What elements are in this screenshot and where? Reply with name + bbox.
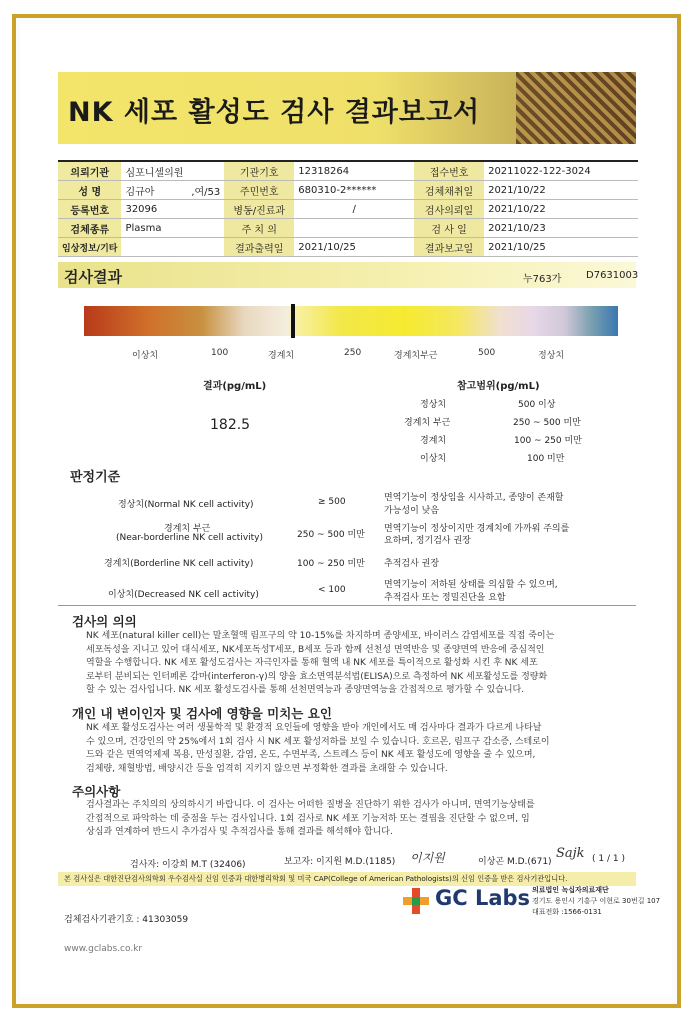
criteria-range: 100 ~ 250 미만: [297, 559, 365, 569]
criteria-desc: 추적검사 또는 정밀진단을 요함: [384, 593, 506, 603]
criteria-desc: 면역기능이 저하된 상태를 의심할 수 있으며,: [384, 580, 558, 590]
director-signoff: 이상곤 M.D.(671): [478, 857, 552, 867]
info-value: Plasma: [121, 219, 224, 238]
criteria-desc: 면역기능이 정상임을 시사하고, 종양이 존재할: [384, 493, 564, 503]
report-title: NK 세포 활성도 검사 결과보고서: [68, 97, 481, 128]
info-label: 검 사 일: [414, 219, 484, 238]
scale-label: 이상치: [132, 351, 159, 361]
info-value: 680310-2******: [294, 181, 414, 200]
criteria-category: 이상치(Decreased NK cell activity): [108, 590, 259, 600]
ref-key: 경계치: [420, 436, 447, 446]
cert-strip: [58, 872, 636, 886]
signature-2: Sajk: [556, 846, 585, 861]
meaning-line: 역할을 수행합니다. NK 세포 활성도검사는 자극인자를 통해 혈액 내 NK 세포를 특이적으로 활성화 시킨 후 NK 세포: [86, 658, 538, 668]
criteria-desc: 추적검사 권장: [384, 559, 440, 569]
info-value: 20211022-122-3024: [484, 161, 638, 181]
info-label: 결과출력일: [224, 238, 294, 257]
info-value: 심포니셀의원: [121, 161, 224, 181]
signature-1: 이지원: [410, 851, 445, 865]
page-number: ( 1 / 1 ): [592, 854, 625, 864]
criteria-desc: 면역기능이 정상이지만 경계치에 가까워 주의를: [384, 524, 570, 534]
criteria-category: (Near-borderline NK cell activity): [116, 533, 264, 543]
logo-text: GC Labs: [435, 886, 531, 910]
reference-label: 참고범위(pg/mL): [457, 381, 540, 392]
info-label: 등록번호: [58, 200, 121, 219]
criteria-category: 정상치(Normal NK cell activity): [118, 500, 254, 510]
meaning-line: NK 세포(natural killer cell)는 말초혈액 림프구의 약 10-15%를 차지하며 종양세포, 바이러스 감염세포를 직접 죽이는: [86, 631, 555, 641]
microscope-image: [516, 72, 636, 144]
title-banner: [58, 72, 636, 144]
info-label: 임상정보/기타: [58, 238, 121, 257]
info-value: 2021/10/22: [484, 200, 638, 219]
variation-paragraph: [86, 722, 626, 776]
info-value: 2021/10/22: [484, 181, 638, 200]
scale-label: 경계치: [268, 351, 295, 361]
criteria-range: ≥ 500: [318, 497, 346, 507]
info-value: 2021/10/25: [484, 238, 638, 257]
results-section-header: [58, 262, 639, 288]
criteria-desc: 요하며, 정기검사 권장: [384, 536, 471, 546]
certification-text: 본 검사실은 대한진단검사의학회 우수검사실 신임 인증과 대한병리학회 및 미국 CAP(College of American Pathologists)의 신임 인증을 받은 검사기관입니다.: [64, 874, 568, 883]
variation-title: 개인 내 변이인자 및 검사에 영향을 미치는 요인: [72, 706, 332, 721]
info-label: 접수번호: [414, 161, 484, 181]
info-label: 검사의뢰일: [414, 200, 484, 219]
variation-line: NK 세포 활성도검사는 여러 생물학적 및 환경적 요인들에 영향을 받아 개인에서도 매 검사마다 결과가 다르게 나타날: [86, 723, 542, 733]
variation-line: 검체량, 채혈방법, 배양시간 등을 엄격히 지키지 않으면 부정확한 결과를 초래할 수 있습니다.: [86, 763, 448, 774]
info-value: 김규아: [121, 181, 172, 200]
website-url[interactable]: www.gclabs.co.kr: [64, 944, 143, 954]
info-value: [121, 238, 224, 257]
meaning-title: 검사의 의의: [72, 614, 137, 629]
gc-cross-icon: [403, 888, 429, 914]
criteria-range: 250 ~ 500 미만: [297, 530, 365, 540]
info-label: 기관기호: [224, 161, 294, 181]
scale-tick: 250: [344, 348, 362, 358]
info-label: 성 명: [58, 181, 121, 200]
criteria-desc: 가능성이 낮음: [384, 506, 440, 516]
info-label: 검체채취일: [414, 181, 484, 200]
scale-tick: 500: [478, 348, 496, 358]
ref-value: 100 ~ 250 미만: [514, 436, 582, 446]
caution-line: 간접적으로 파악하는 데 중점을 두는 검사입니다. 1회 검사로 NK 세포 기능저하 또는 결핍을 진단할 수 없으며, 임: [86, 813, 530, 824]
ref-key: 정상치: [420, 400, 447, 410]
scale-label: 정상치: [538, 351, 565, 361]
meaning-paragraph: [86, 630, 626, 698]
meaning-line: 세포독성을 지니고 있어 대식세포, NK세포독성T세포, B세포 등과 함께 선천성 면역반응 및 종양면역 반응에 중심적인: [86, 644, 545, 655]
org-phone: 대표전화 :1566-0131: [532, 908, 602, 916]
info-value: ,여/53: [173, 181, 224, 200]
variation-line: 수 있으며, 건강인의 약 25%에서 1회 검사 시 NK 세포 활성저하를 보일 수 있습니다. 호르몬, 림프구 감소증, 스테로이: [86, 736, 550, 747]
divider: [58, 605, 636, 606]
criteria-range: < 100: [318, 585, 346, 595]
scale-label: 경계치부근: [394, 351, 438, 361]
result-label: 결과(pg/mL): [203, 381, 267, 392]
scale-tick: 100: [211, 348, 229, 358]
info-value: /: [294, 200, 414, 219]
results-title: 검사결과: [64, 268, 122, 286]
test-code: 누763가: [523, 274, 562, 285]
meaning-line: 로부터 분비되는 인터페론 감마(interferon-γ)의 양을 효소면역분석법(ELISA)으로 측정하여 NK 세포활성도를 정량화: [86, 671, 548, 682]
criteria-category: 경계치 부근: [164, 524, 211, 534]
sample-code: D7631003: [586, 270, 639, 281]
info-value: 2021/10/23: [484, 219, 638, 238]
info-label: 의뢰기관: [58, 161, 121, 181]
patient-info-table: [58, 160, 638, 257]
ref-key: 이상치: [420, 454, 447, 464]
reporter-signoff: 보고자: 이지원 M.D.(1185): [284, 857, 396, 867]
tester-signoff: 검사자: 이강희 M.T (32406): [130, 860, 246, 870]
ref-value: 250 ~ 500 미만: [513, 418, 581, 428]
info-label: 주 치 의: [224, 219, 294, 238]
criteria-title: 판정기준: [70, 470, 121, 485]
ref-value: 500 이상: [518, 400, 556, 410]
caution-paragraph: [86, 799, 626, 840]
info-label: 주민번호: [224, 181, 294, 200]
info-label: 병동/진료과: [224, 200, 294, 219]
caution-line: 검사결과는 주치의의 상의하시기 바랍니다. 이 검사는 어떠한 질병을 진단하기 위한 검사가 아니며, 면역기능상태를: [86, 800, 535, 810]
result-value: 182.5: [210, 417, 251, 433]
result-marker: [291, 304, 295, 338]
institution-code: 검체검사기관기호 : 41303059: [64, 915, 189, 925]
info-value: 32096: [121, 200, 224, 219]
activity-scale-bar: [84, 306, 618, 336]
ref-value: 100 미만: [527, 454, 565, 464]
ref-key: 경계치 부근: [404, 418, 451, 428]
info-label: 결과보고일: [414, 238, 484, 257]
variation-line: 드와 같은 면역억제제 복용, 만성질환, 감염, 온도, 수면부족, 스트레스 등이 NK 세포 활성도에 영향을 줄 수 있으며,: [86, 750, 536, 760]
info-value: 12318264: [294, 161, 414, 181]
info-value: [294, 219, 414, 238]
caution-line: 상심과 연계하여 반드시 추가검사 및 추적검사를 통해 결과를 해석해야 합니다.: [86, 827, 393, 837]
criteria-category: 경계치(Borderline NK cell activity): [104, 559, 254, 569]
org-address: 경기도 용인시 기흥구 이현로 30번길 107: [532, 897, 661, 905]
info-value: 2021/10/25: [294, 238, 414, 257]
meaning-line: 할 수 있는 검사입니다. NK 세포 활성도검사를 통해 선천면역능과 종양면역능을 간접적으로 평가할 수 있습니다.: [86, 685, 525, 695]
caution-title: 주의사항: [72, 784, 121, 799]
org-name: 의료법인 녹십자의료재단: [532, 886, 609, 894]
info-label: 검체종류: [58, 219, 121, 238]
